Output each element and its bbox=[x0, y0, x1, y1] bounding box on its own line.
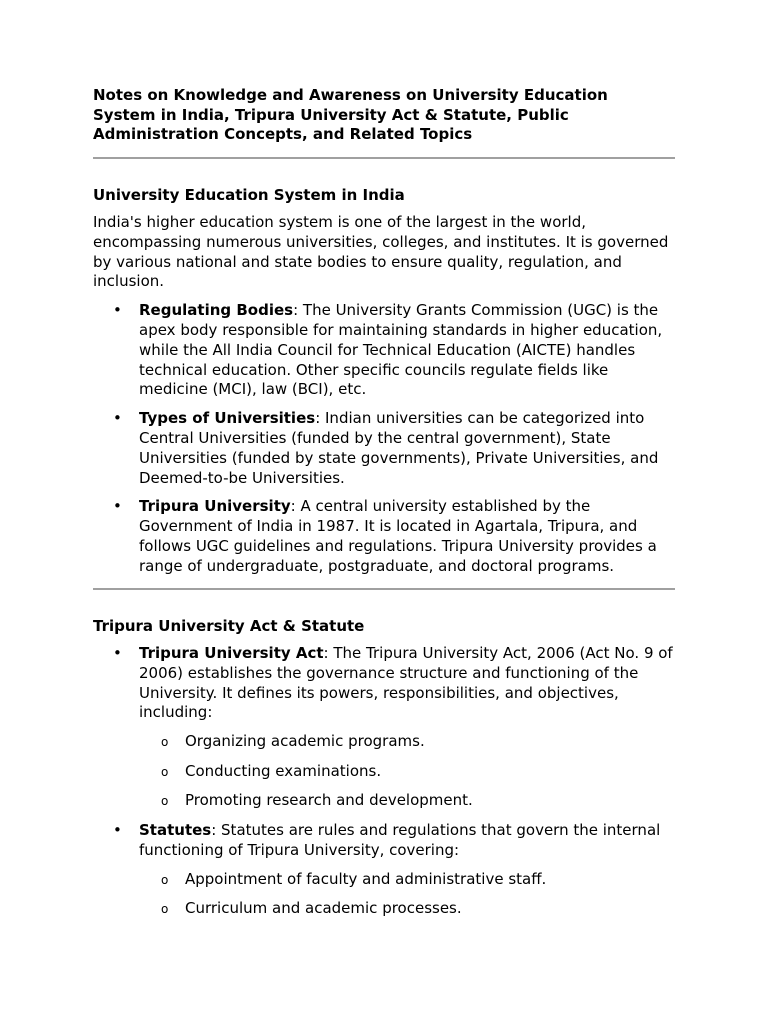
sub-list-item bbox=[139, 732, 675, 752]
document-page bbox=[93, 86, 675, 929]
section-intro-paragraph: India's higher education system is one of the largest in the world, encompassing numerous universities, colleges, and institutes. It is governed by various national and state bodies to ensure quality, regulation, and inclusion. bbox=[93, 213, 669, 291]
bullet-icon: • bbox=[113, 821, 122, 840]
sub-list-item-text: Organizing academic programs. bbox=[185, 732, 425, 751]
document-title: Notes on Knowledge and Awareness on University Education System in India, Tripura University Act & Statute, Public Administration Concepts, and Related Topics bbox=[93, 86, 608, 143]
bullet-icon: • bbox=[113, 497, 122, 516]
sub-list bbox=[139, 732, 675, 811]
sub-list-item-text: Promoting research and development. bbox=[185, 791, 473, 810]
list-item-term: Tripura University Act bbox=[139, 644, 324, 663]
bullet-icon: • bbox=[113, 644, 122, 663]
sub-list-item bbox=[139, 870, 675, 890]
bullet-list-education-system bbox=[93, 301, 675, 576]
list-item-term: Tripura University bbox=[139, 497, 291, 516]
list-item-text: : The Tripura University Act, 2006 (Act No. 9 of 2006) establishes the governance structure and functioning of the University. It defines its powers, responsibilities, and objectives, including: bbox=[139, 644, 673, 722]
sub-list-item bbox=[139, 762, 675, 782]
list-item-text: : A central university established by the Government of India in 1987. It is located in Agartala, Tripura, and follows UGC guidelines and regulations. Tripura University provides a range of undergraduate, postgraduate, and doctoral programs. bbox=[139, 497, 657, 575]
sub-list-item bbox=[139, 791, 675, 811]
circle-bullet-icon: o bbox=[161, 902, 169, 917]
list-item bbox=[93, 301, 675, 400]
list-item bbox=[93, 497, 675, 576]
sub-list bbox=[139, 870, 675, 919]
horizontal-divider bbox=[93, 588, 675, 590]
list-item-term: Statutes bbox=[139, 821, 212, 840]
list-item-text: : The University Grants Commission (UGC) is the apex body responsible for maintaining standards in higher education, while the All India Council for Technical Education (AICTE) handles technical education. Other specific councils regulate fields like medicine (MCI), law (BCI), etc. bbox=[139, 301, 663, 399]
circle-bullet-icon: o bbox=[161, 764, 169, 779]
list-item bbox=[93, 644, 675, 811]
section-heading-education-system: University Education System in India bbox=[93, 185, 405, 204]
bullet-icon: • bbox=[113, 301, 122, 320]
list-item bbox=[93, 821, 675, 919]
list-item-term: Types of Universities bbox=[139, 409, 316, 428]
circle-bullet-icon: o bbox=[161, 794, 169, 809]
section-heading-tripura-act: Tripura University Act & Statute bbox=[93, 616, 365, 635]
horizontal-divider bbox=[93, 157, 675, 159]
bullet-icon: • bbox=[113, 409, 122, 428]
circle-bullet-icon: o bbox=[161, 735, 169, 750]
bullet-list-tripura-act bbox=[93, 644, 675, 919]
sub-list-item bbox=[139, 899, 675, 919]
sub-list-item-text: Appointment of faculty and administrative staff. bbox=[185, 869, 547, 888]
list-item bbox=[93, 409, 675, 488]
circle-bullet-icon: o bbox=[161, 872, 169, 887]
list-item-text: : Indian universities can be categorized into Central Universities (funded by the central government), State Universities (funded by state governments), Private Universities, and Deemed-to-be Universities. bbox=[139, 409, 659, 487]
sub-list-item-text: Curriculum and academic processes. bbox=[185, 899, 462, 918]
list-item-text: : Statutes are rules and regulations that govern the internal functioning of Tripura University, covering: bbox=[139, 821, 661, 859]
sub-list-item-text: Conducting examinations. bbox=[185, 761, 382, 780]
list-item-term: Regulating Bodies bbox=[139, 301, 294, 320]
